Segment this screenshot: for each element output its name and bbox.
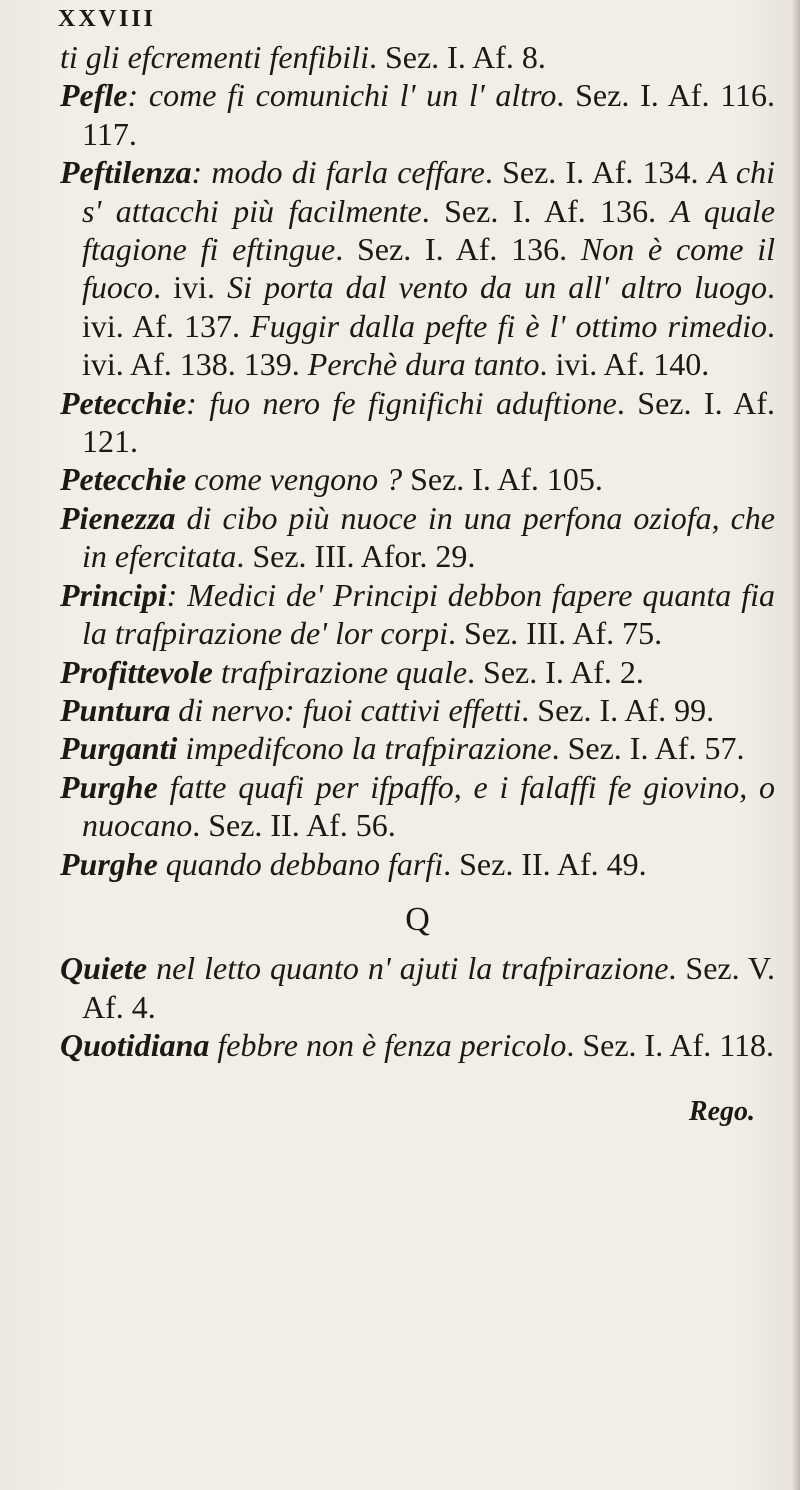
entry-reference: . Sez. II. Af. 49. [443, 845, 647, 882]
entry-headword: Pienezza [60, 499, 176, 536]
entry-headword: Purganti [60, 730, 178, 767]
entry-reference: . Sez. I. Af. 116. 117. [82, 77, 776, 152]
entry-headword: Purghe [60, 845, 158, 882]
page-edge-shadow [792, 0, 800, 1490]
index-entry [60, 691, 775, 729]
index-entry [60, 153, 775, 383]
entry-headword: Pefle [60, 77, 128, 114]
entry-headword: Petecchie [60, 461, 187, 498]
index-entry [60, 38, 775, 76]
entry-text: impedifcono la trafpirazione [177, 730, 552, 767]
running-head: XXVIII [58, 6, 157, 32]
entry-text: Perchè dura tanto [307, 346, 540, 383]
entry-text: fatte quafi per ifpaffo, e i falaffi fe giovino, o nuocano [82, 768, 775, 844]
entry-headword: Purghe [60, 768, 158, 805]
index-entry [60, 499, 775, 576]
entry-text: Fuggir dalla pefte fi è l' ottimo rimedio [250, 307, 768, 344]
section-letter: Q [405, 900, 430, 938]
entry-reference: Sez. I. Af. 105. [402, 461, 603, 498]
entry-reference: . Sez. II. Af. 56. [192, 807, 396, 844]
entry-text: : Medici de' Principi debbon fapere quanta fia la trafpirazione de' lor corpi [82, 576, 775, 652]
entry-text: di nervo: fuoi cattivi effetti [170, 691, 522, 728]
entry-reference: . Sez. I. Af. 2. [467, 653, 644, 690]
index-entry [60, 768, 775, 845]
entry-text: A quale ftagione fi eftingue [82, 192, 776, 268]
entry-reference: . Sez. I. Af. 134. [484, 154, 708, 191]
entry-reference: . Sez. I. Af. 118. [566, 1027, 774, 1064]
entry-text: Si porta dal vento da un all' altro luogo [227, 269, 768, 306]
index-entries [60, 38, 775, 1159]
entry-headword: Puntura [60, 691, 171, 728]
index-entry [60, 384, 775, 461]
entry-text: febbre non è fenza pericolo [209, 1027, 567, 1064]
entry-reference: . ivi. Af. 138. 139. [82, 307, 776, 383]
entry-headword: Quotidiana [60, 1027, 210, 1064]
entry-reference: . Sez. I. Af. 136. [421, 192, 671, 229]
index-entry [60, 729, 775, 767]
entry-headword: Principi [60, 576, 167, 613]
index-entry [60, 1026, 775, 1064]
entry-reference: . Sez. I. Af. 8. [368, 39, 546, 75]
entry-reference: . ivi. Af. 140. [539, 346, 710, 383]
entry-text: Non è come il fuoco [82, 231, 776, 306]
entry-text: nel letto quanto n' ajuti la trafpirazione [147, 950, 669, 987]
entry-reference: . Sez. I. Af. 57. [551, 730, 745, 767]
entry-text: A chi s' attacchi più facilmente [82, 154, 776, 229]
index-entry [60, 76, 775, 153]
entry-text: trafpirazione quale [212, 653, 468, 690]
entry-headword: Profittevole [60, 653, 213, 690]
entry-text: come vengono ? [186, 461, 403, 498]
entry-text: : come fi comunichi l' un l' altro [127, 77, 557, 114]
entry-text: : modo di farla ceffare [191, 154, 485, 191]
entry-reference: . Sez. I. Af. 136. [335, 231, 581, 268]
entry-text: ti gli efcrementi fenfibili [60, 39, 369, 75]
entry-reference: . ivi. Af. 137. [82, 269, 776, 344]
entry-reference: . Sez. I. Af. 121. [82, 384, 776, 460]
catchword: Rego. [688, 1095, 755, 1127]
entry-headword: Quiete [60, 950, 148, 987]
entry-reference: . Sez. III. Afor. 29. [236, 538, 476, 575]
entry-headword: Peftilenza [60, 154, 192, 191]
index-entry [60, 576, 775, 653]
entry-reference: . Sez. V. Af. 4. [82, 950, 776, 1025]
entry-text: di cibo più nuoce in una perfona oziofa, che in efercitata [82, 499, 775, 575]
entry-reference: . ivi. [153, 269, 228, 306]
index-entry [60, 460, 775, 498]
entry-text: : fuo nero fe fignifichi aduftione [186, 384, 617, 421]
entry-reference: . Sez. III. Af. 75. [447, 615, 663, 652]
entry-headword: Petecchie [60, 384, 187, 421]
entry-reference: . Sez. I. Af. 99. [521, 691, 715, 728]
index-entry [60, 949, 775, 1026]
entry-text: quando debbano farfi [157, 845, 444, 882]
index-entry [60, 845, 775, 883]
index-entry [60, 653, 775, 691]
